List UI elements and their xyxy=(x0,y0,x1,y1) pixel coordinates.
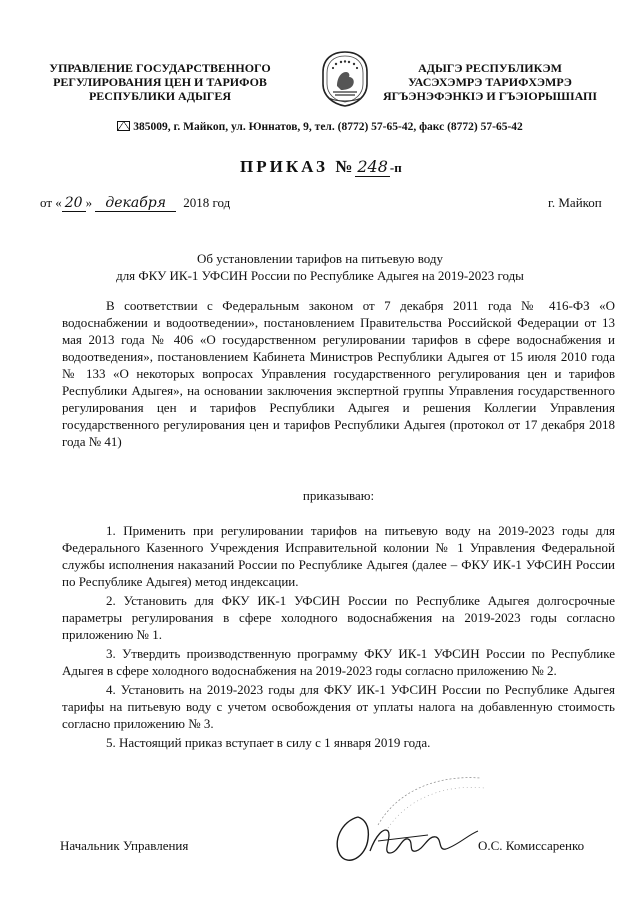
address-text: 385009, г. Майкоп, ул. Юннатов, 9, тел. (8772) 57-65-42, факс (8772) 57-65-42 xyxy=(133,121,523,133)
header-left-line: УПРАВЛЕНИЕ ГОСУДАРСТВЕННОГО xyxy=(49,61,271,75)
subject-line: для ФКУ ИК-1 УФСИН России по Республике Адыгея на 2019-2023 годы xyxy=(116,268,524,283)
address-line xyxy=(60,121,580,133)
date-month: декабря xyxy=(95,195,176,212)
order-title-label: ПРИКАЗ № xyxy=(240,157,356,176)
order-item: 3. Утвердить производственную программу ФКУ ИК-1 УФСИН России по Республике Адыгея в сфере холодного водоснабжения на 2019-2023 годы согласно приложению № 2. xyxy=(62,646,615,678)
preamble-paragraph: В соответствии с Федеральным законом от 7 декабря 2011 года № 416-ФЗ «О водоснабжении и водоотведении», постановлением Правительства Российской Федерации от 13 мая 2013 года № 406 «О государственном регулировании тарифов в сфере водоснабжения и водоотведения», постановлением Кабинета Министров Республики Адыгея от 15 июля 2010 года № 133 «О некоторых вопросах Управления государственного регулирования цен и тарифов Республики Адыгея», на основании заключения экспертной группы Управления государственного регулирования цен и тарифов Республики Адыгея и решения Коллегии Управления государственного регулирования цен и тарифов Республики Адыгея (протокол от 17 декабря 2018 года № 41) xyxy=(62,298,615,449)
order-city: г. Майкоп xyxy=(548,195,602,210)
header-left-line: РЕГУЛИРОВАНИЯ ЦЕН И ТАРИФОВ xyxy=(53,75,267,89)
order-number: 248 xyxy=(357,157,388,176)
signatory-name: О.С. Комиссаренко xyxy=(478,838,585,853)
subject-line: Об установлении тарифов на питьевую воду xyxy=(196,251,444,266)
order-title xyxy=(240,157,440,177)
header-left-block xyxy=(40,61,280,103)
date-prefix: от « xyxy=(40,195,62,210)
order-subject xyxy=(60,250,580,284)
order-item: 1. Применить при регулировании тарифов на питьевую воду на 2019-2023 годы для Федерального Казенного Учреждения Исправительной колонии № 1 Управления Федеральной службы исполнения наказаний России по Республике Адыгея (далее – ФКУ ИК-1 УФСИН России по Республике Адыгея) метод индексации. xyxy=(62,523,615,589)
signatory-title: Начальник Управления xyxy=(60,838,189,853)
order-date xyxy=(40,195,230,211)
date-day: 20 xyxy=(62,195,86,212)
header-right-block xyxy=(365,61,615,103)
order-items xyxy=(62,522,615,753)
coat-of-arms-icon xyxy=(319,50,371,108)
header-right-line: ЯГЪЭНЭФЭНКIЭ И ГЪЭIОРЫШIАПI xyxy=(382,89,598,103)
header-right-line: УАСЭХЭМРЭ ТАРИФХЭМРЭ xyxy=(408,75,572,89)
envelope-icon xyxy=(117,121,130,131)
order-item: 5. Настоящий приказ вступает в силу с 1 января 2019 года. xyxy=(106,735,431,750)
date-year: 2018 год xyxy=(183,195,231,210)
decree-word: приказываю: xyxy=(302,488,375,503)
header-left-line: РЕСПУБЛИКИ АДЫГЕЯ xyxy=(88,89,232,103)
order-item: 2. Установить для ФКУ ИК-1 УФСИН России по Республике Адыгея долгосрочные параметры регулирования в сфере холодного водоснабжения на 2019-2023 годы согласно приложению № 1. xyxy=(62,593,615,642)
order-suffix: -п xyxy=(389,160,402,175)
preamble xyxy=(62,297,615,450)
header-right-line: АДЫГЭ РЕСПУБЛИКЭМ xyxy=(418,61,562,75)
handwritten-signature xyxy=(318,795,488,875)
order-item: 4. Установить на 2019-2023 годы для ФКУ ИК-1 УФСИН России по Республике Адыгея тарифы на питьевую воду с учетом освобождения от уплаты налога на добавленную стоимость согласно приложению № 3. xyxy=(62,682,615,731)
date-mid: » xyxy=(85,195,93,210)
